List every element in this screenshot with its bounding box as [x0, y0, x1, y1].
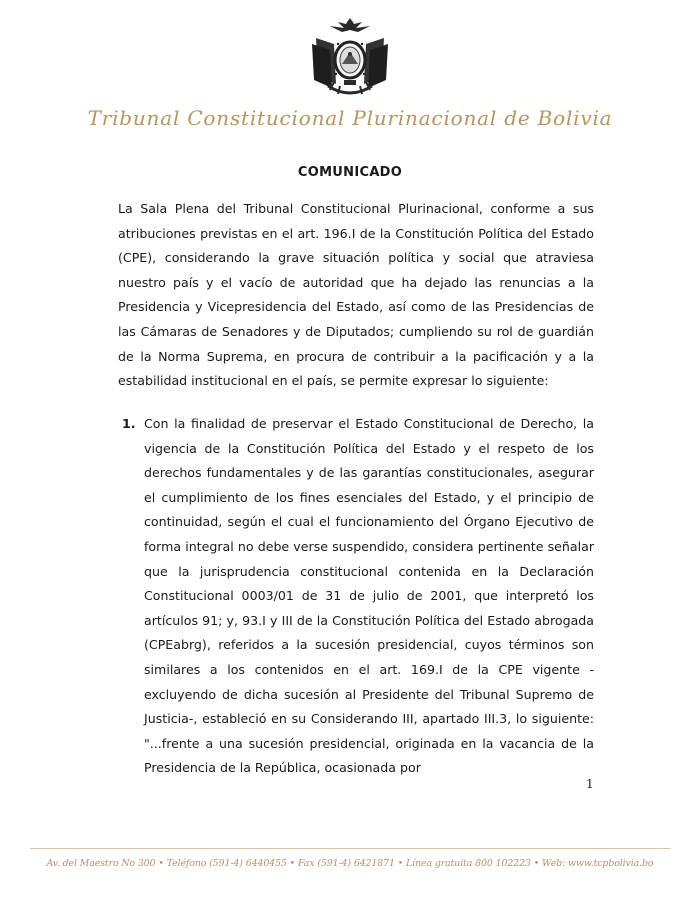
coat-of-arms-icon [308, 14, 392, 100]
numbered-point [118, 412, 594, 781]
point-number: 1. [122, 416, 136, 431]
point-text: Con la finalidad de preservar el Estado Constitucional de Derecho, la vigencia de la Constitución Política del Estado y el respeto de los derechos fundamentales y de las garantías constitucionales, asegurar el cumplimiento de los fines esenciales del Estado, y el principio de continuidad, según el cual el funcionamiento del Órgano Ejecutivo de forma integral no debe verse suspendido, considera pertinente señalar que la jurisprudencia constitucional contenida en la Declaración Constitucional 0003/01 de 31 de julio de 2001, que interpretó los artículos 91; y, 93.I y III de la Constitución Política del Estado abrogada (CPEabrg), referidos a la sucesión presidencial, cuyos términos son similares a los contenidos en el art. 169.I de la CPE vigente -excluyendo de dicha sucesión al Presidente del Tribunal Supremo de Justicia-, estableció en su Considerando III, apartado III.3, lo siguiente: "...frente a una sucesión presidencial, originada en la vacancia de la Presidencia de la República, ocasionada por [144, 416, 594, 776]
intro-paragraph: La Sala Plena del Tribunal Constitucional Plurinacional, conforme a sus atribuciones previstas en el art. 196.I de la Constitución Política del Estado (CPE), considerando la grave situación política y social que atraviesa nuestro país y el vacío de autoridad que ha dejado las renuncias a la Presidencia y Vicepresidencia del Estado, así como de las Presidencias de las Cámaras de Senadores y de Diputados; cumpliendo su rol de guardián de la Norma Suprema, en procura de contribuir a la pacificación y a la estabilidad institucional en el país, se permite expresar lo siguiente: [118, 201, 594, 389]
document-title: COMUNICADO [297, 165, 403, 180]
footer-contact: Av. del Maestro No 300 • Teléfono (591-4) 6440455 • Fax (591-4) 6421871 • Línea gratuita 800 102223 • Web: www.tcpbolivia.bo [46, 858, 654, 869]
page-number: 1 [586, 777, 594, 791]
institution-letterhead: Tribunal Constitucional Plurinacional de Bolivia [87, 106, 613, 130]
footer-divider [30, 848, 670, 849]
